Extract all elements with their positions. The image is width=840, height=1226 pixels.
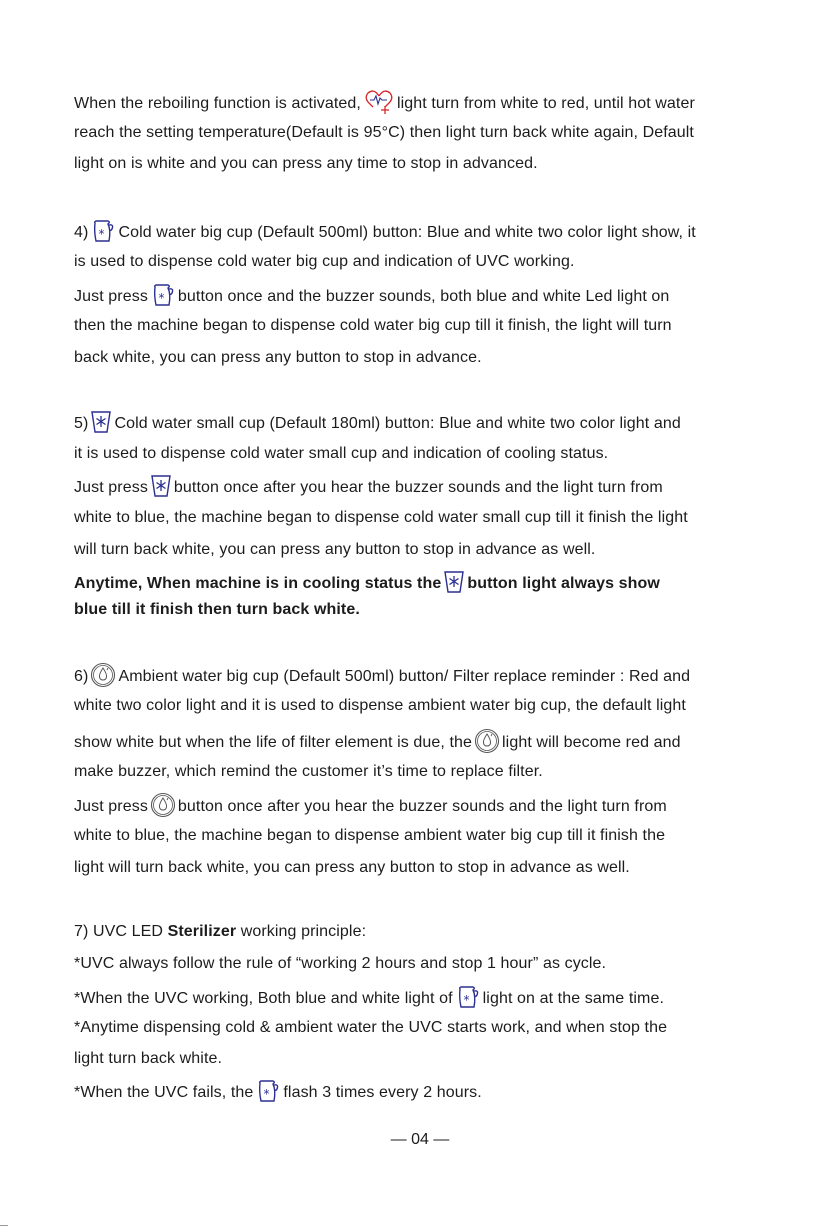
text-segment: button once and the buzzer sounds, both blue and white Led light on: [177, 288, 670, 306]
section-4-line-2: is used to dispense cold water big cup and indication of UVC working.: [74, 253, 575, 270]
section-6-line-2: white two color light and it is used to dispense ambient water big cup, the default light: [74, 697, 686, 714]
section-5-line-5: will turn back white, you can press any button to stop in advance as well.: [74, 541, 596, 558]
section-7-heading: [74, 922, 366, 942]
section-5-line-1: [74, 412, 681, 436]
section-5-line-2: it is used to dispense cold water small cup and indication of cooling status.: [74, 445, 609, 462]
text-segment: 7) UVC LED: [74, 923, 168, 940]
text-segment: working principle:: [236, 923, 367, 940]
section-5-line-3: [74, 476, 663, 500]
section-5-line-4: white to blue, the machine began to dispense cold water small cup till it finish the light: [74, 509, 688, 526]
text-segment: *When the UVC working, Both blue and white light of: [74, 990, 453, 1008]
reboil-paragraph-line-2: reach the setting temperature(Default is 95°C) then light turn back white again, Default: [74, 124, 694, 141]
text-segment: light will become red and: [502, 734, 681, 752]
section-4-line-5: back white, you can press any button to stop in advance.: [74, 349, 482, 366]
text-segment: Just press: [74, 798, 148, 816]
reboil-paragraph-line-1: [74, 91, 695, 117]
section-number: 6): [74, 668, 89, 686]
section-5-bold-note-line-1: [74, 572, 660, 596]
section-7-line-3: *Anytime dispensing cold & ambient water the UVC starts work, and when stop the: [74, 1019, 668, 1036]
text-segment: light turn from white to red, until hot water: [396, 95, 695, 113]
text-segment: *When the UVC fails, the: [74, 1084, 254, 1102]
text-segment: Just press: [74, 288, 148, 306]
text-segment: light on at the same time.: [482, 990, 664, 1008]
section-number: 4): [74, 224, 89, 242]
section-7-line-4: light turn back white.: [74, 1050, 223, 1067]
section-6-line-1: [74, 664, 690, 690]
text-segment: button light always show: [467, 575, 660, 593]
text-segment: button once after you hear the buzzer sounds and the light turn from: [173, 479, 663, 497]
text-segment: When the reboiling function is activated,: [74, 95, 361, 113]
section-6-line-6: white to blue, the machine began to dispense ambient water big cup till it finish the: [74, 827, 666, 844]
section-4-line-3: [74, 284, 669, 310]
cold-cup-snowflake-icon: [90, 410, 112, 434]
section-5-bold-note-line-2: blue till it finish then turn back white.: [74, 601, 360, 618]
section-7-line-1: *UVC always follow the rule of “working 2 hours and stop 1 hour” as cycle.: [74, 955, 607, 972]
text-segment: button once after you hear the buzzer sounds and the light turn from: [177, 798, 667, 816]
cold-cup-snowflake-icon: [443, 570, 465, 594]
section-7-line-5: [74, 1080, 482, 1106]
text-segment: Cold water big cup (Default 500ml) button: Blue and white two color light show, it: [118, 224, 696, 242]
section-number: 5): [74, 415, 89, 433]
section-6-line-3: [74, 730, 681, 756]
section-6-line-7: light will turn back white, you can press any button to stop in advance as well.: [74, 859, 630, 876]
cold-jug-icon: [90, 218, 116, 244]
section-6-line-4: make buzzer, which remind the customer it’s time to replace filter.: [74, 763, 543, 780]
text-segment-bold: Sterilizer: [167, 923, 237, 940]
ambient-drop-icon: [150, 792, 176, 818]
text-segment: show white but when the life of filter element is due, the: [74, 734, 473, 752]
cold-cup-snowflake-icon: [150, 474, 172, 498]
reboil-paragraph-line-3: light on is white and you can press any time to stop in advanced.: [74, 155, 538, 172]
section-6-line-5: [74, 794, 667, 820]
text-segment: Anytime, When machine is in cooling status the: [74, 575, 442, 593]
cold-jug-icon: [150, 282, 176, 308]
cold-jug-icon: [255, 1078, 281, 1104]
cold-jug-icon: [455, 984, 481, 1010]
reboil-heart-icon: [363, 89, 395, 115]
text-segment: Just press: [74, 479, 148, 497]
ambient-drop-icon: [90, 662, 116, 688]
page-number: — 04 —: [390, 1131, 450, 1148]
text-segment: Cold water small cup (Default 180ml) button: Blue and white two color light and: [114, 415, 681, 433]
ambient-drop-icon: [474, 728, 500, 754]
section-4-line-1: [74, 220, 696, 246]
section-4-line-4: then the machine began to dispense cold water big cup till it finish, the light will turn: [74, 317, 672, 334]
section-7-line-2: [74, 986, 664, 1012]
text-segment: Ambient water big cup (Default 500ml) button/ Filter replace reminder : Red and: [118, 668, 691, 686]
text-segment: flash 3 times every 2 hours.: [283, 1084, 482, 1102]
